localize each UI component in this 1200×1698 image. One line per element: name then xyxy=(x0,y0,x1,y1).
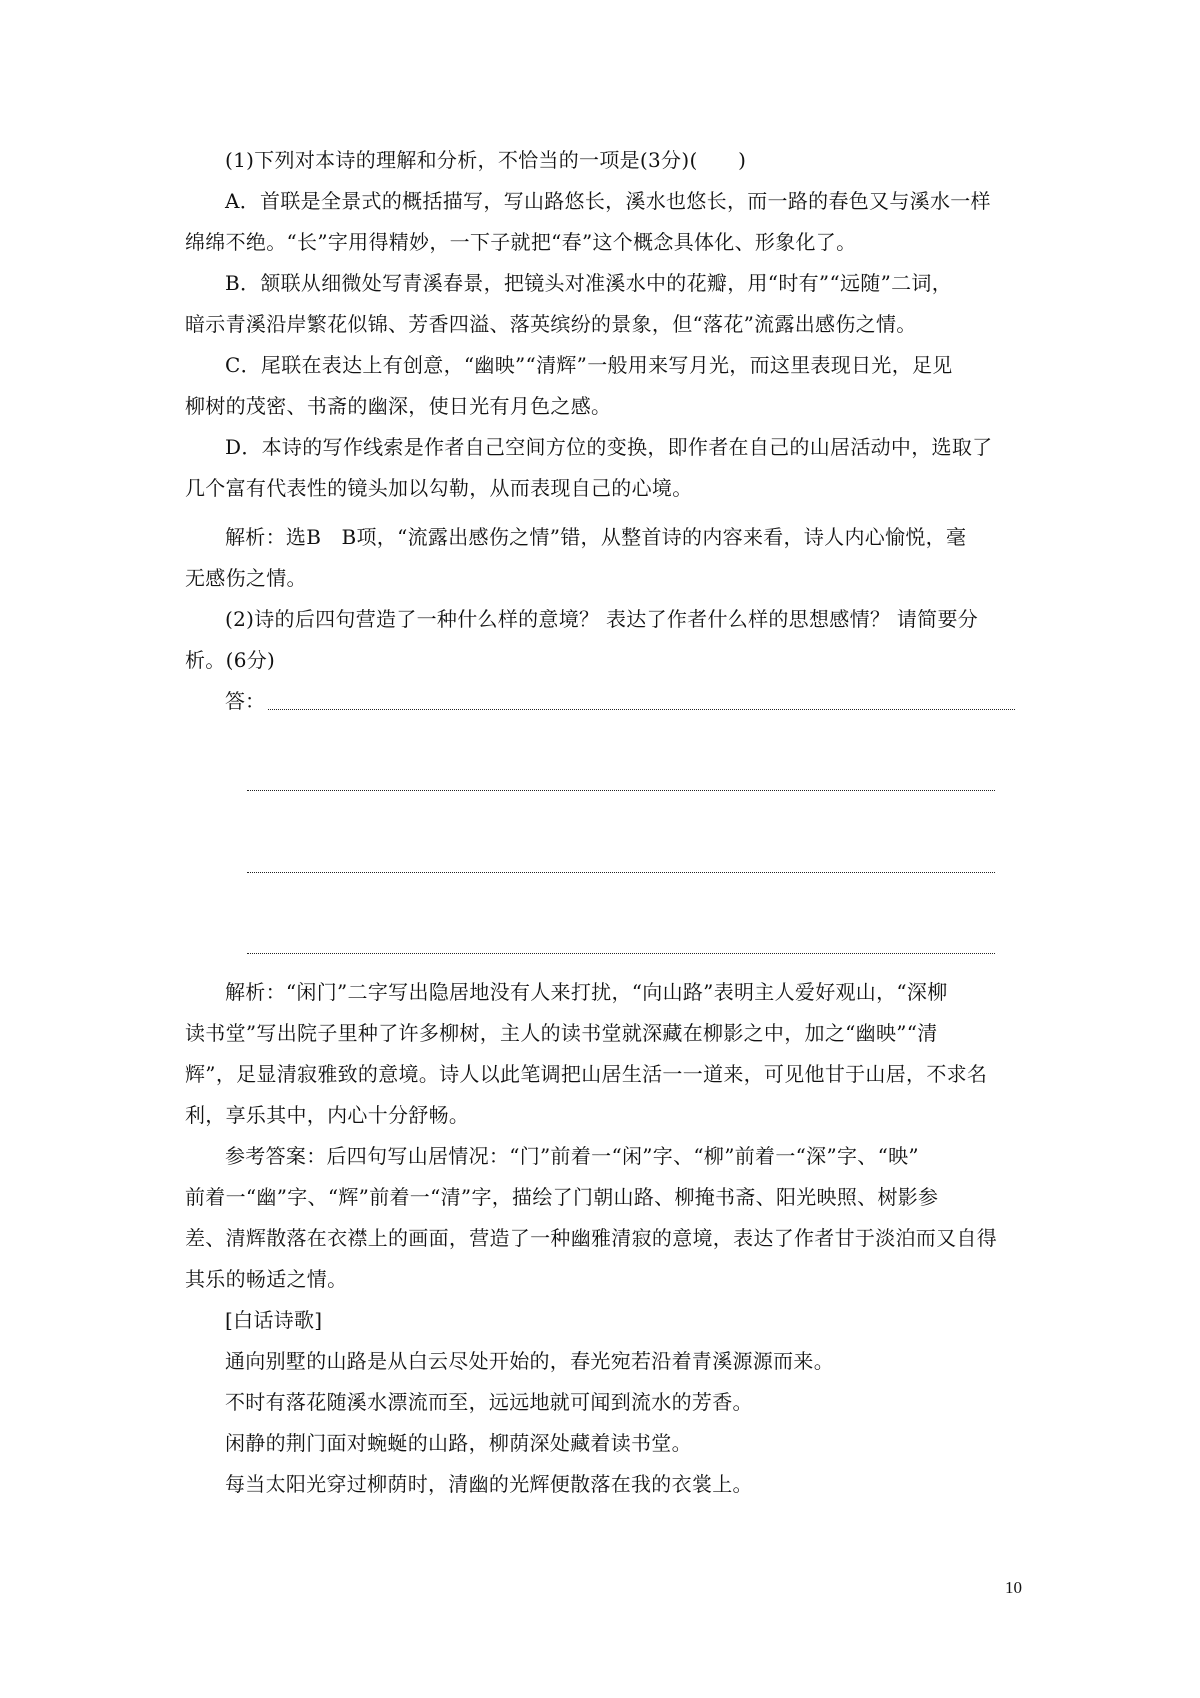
page-number: 10 xyxy=(1005,1578,1022,1597)
question2-analysis-line2: 读书堂”写出院子里种了许多柳树，主人的读书堂就深藏在柳影之中，加之“幽映”“清 xyxy=(185,1021,938,1045)
vernacular-line-2: 不时有落花随溪水漂流而至，远远地就可闻到流水的芳香。 xyxy=(225,1390,753,1414)
question2-stem-line2: 析。(6分) xyxy=(185,648,276,672)
vernacular-line-3: 闲静的荆门面对蜿蜒的山路，柳荫深处藏着读书堂。 xyxy=(225,1431,692,1455)
vernacular-line-4: 每当太阳光穿过柳荫时，清幽的光辉便散落在我的衣裳上。 xyxy=(225,1472,753,1496)
answer-line-3[interactable] xyxy=(247,872,995,873)
question2-analysis-line1: 解析：“闲门”二字写出隐居地没有人来打扰，“向山路”表明主人爱好观山，“深柳 xyxy=(225,980,948,1004)
option-d-line2: 几个富有代表性的镜头加以勾勒，从而表现自己的心境。 xyxy=(185,476,693,500)
reference-answer-line3: 差、清辉散落在衣襟上的画面，营造了一种幽雅清寂的意境，表达了作者甘于淡泊而又自得 xyxy=(185,1226,997,1250)
question1-analysis-line1: 解析：选B B项，“流露出感伤之情”错，从整首诗的内容来看，诗人内心愉悦，毫 xyxy=(225,525,967,549)
vernacular-heading: [白话诗歌] xyxy=(225,1308,323,1332)
question2-analysis-line3: 辉”，足显清寂雅致的意境。诗人以此笔调把山居生活一一道来，可见他甘于山居，不求名 xyxy=(185,1062,988,1086)
question1-analysis-line2: 无感伤之情。 xyxy=(185,566,307,590)
option-b-line1: B．颔联从细微处写青溪春景，把镜头对准溪水中的花瓣，用“时有”“远随”二词， xyxy=(225,271,952,295)
question2-stem-line1: (2)诗的后四句营造了一种什么样的意境？ 表达了作者什么样的思想感情？ 请简要分 xyxy=(225,607,979,631)
answer-label: 答： xyxy=(225,689,265,713)
option-c-line1: C．尾联在表达上有创意，“幽映”“清辉”一般用来写月光，而这里表现日光，足见 xyxy=(225,353,953,377)
reference-answer-line1: 参考答案：后四句写山居情况：“门”前着一“闲”字、“柳”前着一“深”字、“映” xyxy=(225,1144,919,1168)
vernacular-line-1: 通向别墅的山路是从白云尽处开始的，春光宛若沿着青溪源源而来。 xyxy=(225,1349,834,1373)
answer-line-2[interactable] xyxy=(247,790,995,791)
option-d-line1: D．本诗的写作线索是作者自己空间方位的变换，即作者在自己的山居活动中，选取了 xyxy=(225,435,993,459)
option-a-line2: 绵绵不绝。“长”字用得精妙，一下子就把“春”这个概念具体化、形象化了。 xyxy=(185,230,857,254)
answer-line-1[interactable] xyxy=(268,709,1015,710)
question2-analysis-line4: 利，享乐其中，内心十分舒畅。 xyxy=(185,1103,470,1127)
reference-answer-line2: 前着一“幽”字、“辉”前着一“清”字，描绘了门朝山路、柳掩书斋、阳光映照、树影参 xyxy=(185,1185,939,1209)
option-b-line2: 暗示青溪沿岸繁花似锦、芳香四溢、落英缤纷的景象，但“落花”流露出感伤之情。 xyxy=(185,312,917,336)
question1-stem: (1)下列对本诗的理解和分析，不恰当的一项是(3分)( ) xyxy=(225,148,747,172)
option-a-line1: A．首联是全景式的概括描写，写山路悠长，溪水也悠长，而一路的春色又与溪水一样 xyxy=(225,189,991,213)
reference-answer-line4: 其乐的畅适之情。 xyxy=(185,1267,348,1291)
option-c-line2: 柳树的茂密、书斋的幽深，使日光有月色之感。 xyxy=(185,394,612,418)
answer-line-4[interactable] xyxy=(247,953,995,954)
